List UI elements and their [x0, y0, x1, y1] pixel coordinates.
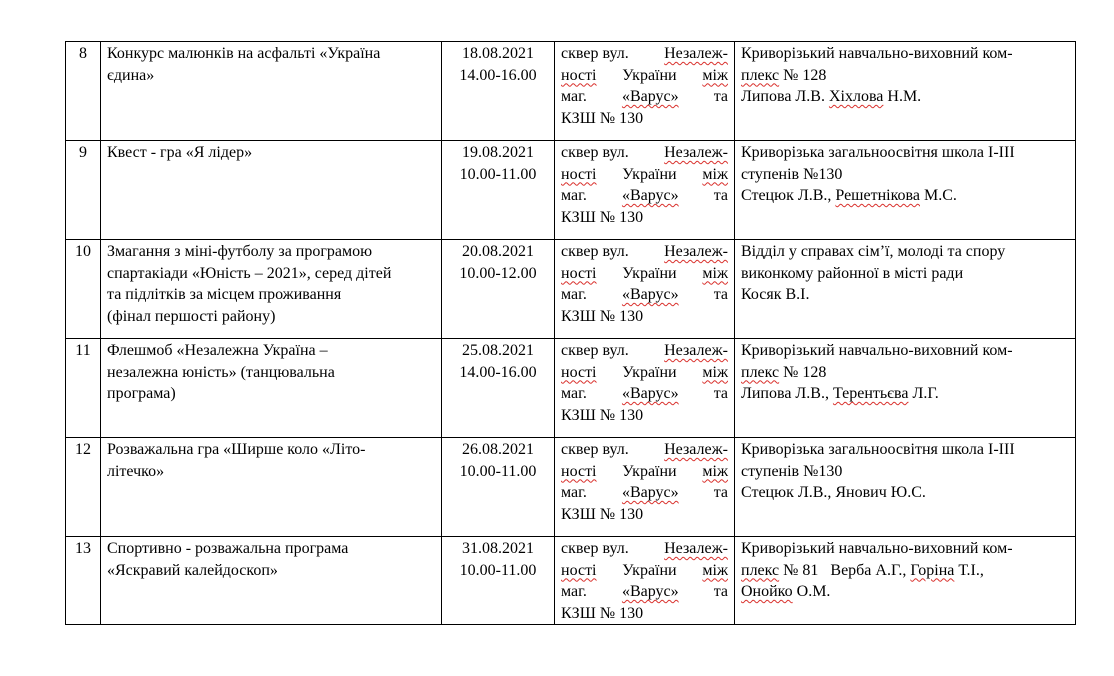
event-title-line: Конкурс малюнків на асфальті «Україна	[107, 45, 381, 62]
place-text: України	[622, 165, 677, 183]
event-title-line: літечко»	[107, 462, 165, 480]
organizer-text: Криворізька загальноосвітня школа І-ІІІ	[741, 441, 1015, 458]
place-text: між	[702, 363, 728, 381]
place-text: сквер вул.	[561, 45, 629, 62]
organizer-text: Стецюк Л.В.,	[741, 187, 832, 204]
place-text: Незалеж-	[664, 45, 728, 62]
row-number: 12	[66, 438, 101, 537]
event-title	[101, 537, 442, 625]
organizer-text: Н.М.	[887, 88, 922, 105]
organizer-text: Онойко	[741, 583, 793, 600]
place-text: маг.	[561, 88, 587, 105]
event-title-line: та підлітків за місцем проживання	[107, 286, 342, 303]
place-text: КЗШ № 130	[561, 208, 644, 226]
organizer-text: ступенів №130	[741, 165, 843, 183]
event-place	[555, 42, 735, 141]
organizer-text: № 128	[783, 363, 827, 381]
event-title-line: (фінал першості району)	[107, 307, 276, 325]
row-number: 9	[66, 141, 101, 240]
place-text: сквер вул.	[561, 441, 629, 458]
event-date: 25.08.2021	[462, 342, 534, 359]
row-number: 10	[66, 240, 101, 339]
organizer-text: Л.Г.	[912, 385, 939, 402]
place-text: України	[622, 363, 677, 381]
event-place	[555, 141, 735, 240]
organizer-text: М.С.	[924, 187, 957, 204]
place-text: сквер вул.	[561, 243, 629, 260]
place-text: між	[702, 462, 728, 480]
organizer-text: Косяк В.І.	[741, 286, 810, 303]
event-title-line: «Яскравий калейдоскоп»	[107, 561, 278, 579]
events-table	[65, 41, 1076, 625]
event-organizer	[735, 240, 1076, 339]
organizer-text: плекс	[741, 363, 780, 381]
table-row	[66, 42, 1076, 141]
event-place	[555, 537, 735, 625]
event-title-line: незалежна юність» (танцювальна	[107, 363, 335, 381]
event-time: 10.00-11.00	[459, 165, 537, 183]
place-text: України	[622, 264, 677, 282]
event-place	[555, 240, 735, 339]
place-text: Незалеж-	[664, 540, 728, 557]
event-title	[101, 339, 442, 438]
place-text: між	[702, 165, 728, 183]
event-date: 26.08.2021	[462, 441, 534, 458]
organizer-text: Криворізька загальноосвітня школа І-ІІІ	[741, 144, 1015, 161]
organizer-text: Криворізький навчально-виховний ком-	[741, 45, 1013, 62]
place-text: КЗШ № 130	[561, 307, 644, 325]
place-text: ності	[561, 264, 597, 282]
organizer-text: № 128	[783, 66, 827, 84]
place-text: маг.	[561, 484, 587, 501]
event-place	[555, 438, 735, 537]
place-text: маг.	[561, 583, 587, 600]
event-title-line: Спортивно - розважальна програма	[107, 540, 349, 557]
event-date-cell	[442, 339, 555, 438]
event-time: 14.00-16.00	[459, 66, 537, 84]
event-title	[101, 240, 442, 339]
event-title-line: Розважальна гра «Ширше коло «Літо-	[107, 441, 366, 458]
row-number: 8	[66, 42, 101, 141]
place-text: та	[713, 286, 728, 303]
place-text: «Варус»	[621, 484, 679, 501]
place-text: та	[713, 88, 728, 105]
organizer-text: Липова Л.В.	[741, 88, 825, 105]
organizer-text: Стецюк Л.В., Янович Ю.С.	[741, 484, 926, 501]
event-time: 10.00-11.00	[459, 561, 537, 579]
table-row	[66, 141, 1076, 240]
place-text: та	[713, 187, 728, 204]
place-text: Незалеж-	[664, 441, 728, 458]
place-text: маг.	[561, 187, 587, 204]
event-title-line: Змагання з міні-футболу за програмою	[107, 243, 373, 260]
place-text: «Варус»	[621, 286, 679, 303]
organizer-text: плекс	[741, 66, 780, 84]
place-text: Незалеж-	[664, 243, 728, 260]
organizer-text: № 81 Верба А.Г.,	[783, 561, 907, 579]
event-date-cell	[442, 240, 555, 339]
row-number: 13	[66, 537, 101, 625]
event-date: 20.08.2021	[462, 243, 534, 260]
event-title-line: спартакіади «Юність – 2021», серед дітей	[107, 264, 392, 282]
place-text: «Варус»	[621, 583, 679, 600]
organizer-text: Горіна	[910, 561, 955, 579]
place-text: маг.	[561, 286, 587, 303]
organizer-text: Решетнікова	[835, 187, 920, 204]
event-title	[101, 438, 442, 537]
organizer-text: Т.І.,	[958, 561, 984, 579]
place-text: між	[702, 561, 728, 579]
event-organizer	[735, 537, 1076, 625]
event-title	[101, 141, 442, 240]
organizer-text: виконкому районної в місті ради	[741, 264, 964, 282]
place-text: України	[622, 462, 677, 480]
event-title-line: Флешмоб «Незалежна Україна –	[107, 342, 328, 359]
event-organizer	[735, 141, 1076, 240]
place-text: між	[702, 264, 728, 282]
place-text: ності	[561, 363, 597, 381]
event-date-cell	[442, 438, 555, 537]
event-date: 31.08.2021	[462, 540, 534, 557]
event-date-cell	[442, 141, 555, 240]
place-text: та	[713, 583, 728, 600]
organizer-text: Хіхлова	[828, 88, 884, 105]
row-number: 11	[66, 339, 101, 438]
place-text: КЗШ № 130	[561, 109, 644, 127]
place-text: «Варус»	[621, 88, 679, 105]
organizer-text: Липова Л.В.,	[741, 385, 829, 402]
organizer-text: Криворізький навчально-виховний ком-	[741, 540, 1013, 557]
event-place	[555, 339, 735, 438]
place-text: сквер вул.	[561, 540, 629, 557]
event-time: 10.00-11.00	[459, 462, 537, 480]
organizer-text: плекс	[741, 561, 780, 579]
place-text: ності	[561, 66, 597, 84]
place-text: КЗШ № 130	[561, 604, 644, 622]
place-text: «Варус»	[621, 187, 679, 204]
event-organizer	[735, 438, 1076, 537]
place-text: ності	[561, 165, 597, 183]
place-text: ності	[561, 561, 597, 579]
place-text: «Варус»	[621, 385, 679, 402]
organizer-text: О.М.	[796, 583, 831, 600]
event-title-line: програма)	[107, 385, 176, 402]
event-time: 10.00-12.00	[459, 264, 537, 282]
place-text: України	[622, 66, 677, 84]
table-row	[66, 438, 1076, 537]
organizer-text: Терентьєва	[832, 385, 909, 402]
table-row	[66, 537, 1076, 625]
place-text: сквер вул.	[561, 144, 629, 161]
place-text: Незалеж-	[664, 342, 728, 359]
organizer-text: ступенів №130	[741, 462, 843, 480]
place-text: сквер вул.	[561, 342, 629, 359]
event-date-cell	[442, 42, 555, 141]
place-text: маг.	[561, 385, 587, 402]
place-text: та	[713, 385, 728, 402]
event-organizer	[735, 339, 1076, 438]
event-date: 18.08.2021	[462, 45, 534, 62]
place-text: та	[713, 484, 728, 501]
place-text: між	[702, 66, 728, 84]
organizer-text: Криворізький навчально-виховний ком-	[741, 342, 1013, 359]
event-organizer	[735, 42, 1076, 141]
organizer-text: Відділ у справах сім’ї, молоді та спору	[741, 243, 1006, 260]
event-title-line: єдина»	[107, 66, 155, 84]
place-text: Незалеж-	[664, 144, 728, 161]
table-row	[66, 240, 1076, 339]
event-title-line: Квест - гра «Я лідер»	[107, 144, 253, 161]
place-text: ності	[561, 462, 597, 480]
place-text: КЗШ № 130	[561, 505, 644, 523]
event-time: 14.00-16.00	[459, 363, 537, 381]
place-text: КЗШ № 130	[561, 406, 644, 424]
event-date: 19.08.2021	[462, 144, 534, 161]
event-date-cell	[442, 537, 555, 625]
table-row	[66, 339, 1076, 438]
place-text: України	[622, 561, 677, 579]
event-title	[101, 42, 442, 141]
